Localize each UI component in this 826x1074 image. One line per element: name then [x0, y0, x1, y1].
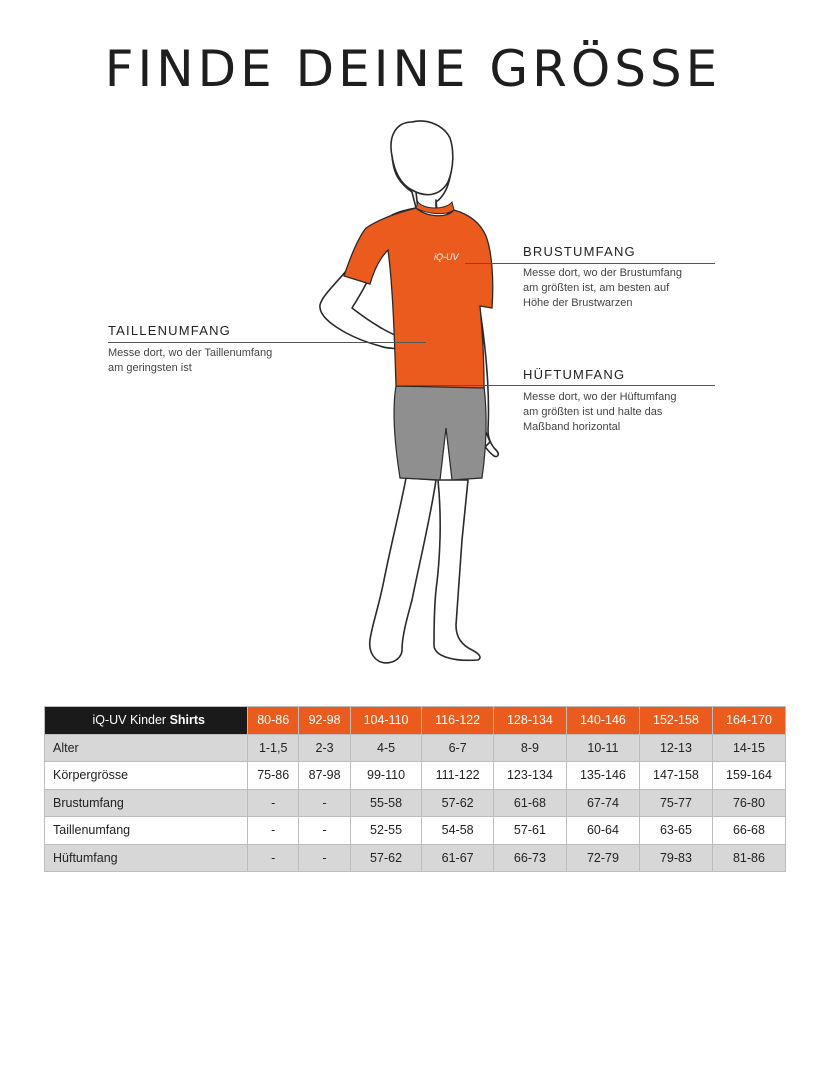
size-header: 116-122 — [422, 707, 494, 735]
row-label: Hüftumfang — [45, 844, 248, 872]
table-cell: 6-7 — [422, 734, 494, 762]
table-cell: 87-98 — [299, 762, 350, 790]
table-cell: 63-65 — [639, 817, 712, 845]
table-cell: 66-73 — [493, 844, 566, 872]
table-cell: 99-110 — [350, 762, 422, 790]
table-cell: 57-61 — [493, 817, 566, 845]
size-header: 164-170 — [712, 707, 785, 735]
table-row — [45, 844, 786, 872]
table-cell: - — [248, 844, 299, 872]
table-cell: 72-79 — [566, 844, 639, 872]
taillenumfang-leader-line — [108, 342, 426, 343]
row-label: Körpergrösse — [45, 762, 248, 790]
brustumfang-description: Messe dort, wo der Brustumfang am größten ist, am besten auf Höhe der Brustwarzen — [523, 267, 682, 309]
table-cell: - — [299, 817, 350, 845]
hueftumfang-leader-line — [403, 385, 715, 386]
table-cell: 159-164 — [712, 762, 785, 790]
table-cell: 1-1,5 — [248, 734, 299, 762]
table-row — [45, 789, 786, 817]
table-cell: 12-13 — [639, 734, 712, 762]
child-figure-illustration — [300, 110, 530, 680]
size-header: 140-146 — [566, 707, 639, 735]
table-cell: - — [299, 789, 350, 817]
table-cell: - — [248, 789, 299, 817]
table-header-label: iQ-UV Kinder Shirts — [45, 707, 248, 735]
taillenumfang-heading: TAILLENUMFANG — [108, 323, 231, 338]
table-cell: 79-83 — [639, 844, 712, 872]
table-cell: 123-134 — [493, 762, 566, 790]
size-header: 92-98 — [299, 707, 350, 735]
size-table — [44, 706, 786, 872]
size-header: 128-134 — [493, 707, 566, 735]
table-cell: 75-86 — [248, 762, 299, 790]
size-header: 80-86 — [248, 707, 299, 735]
table-cell: 57-62 — [422, 789, 494, 817]
table-header-row — [45, 707, 786, 735]
table-cell: - — [299, 844, 350, 872]
table-row — [45, 762, 786, 790]
table-row — [45, 817, 786, 845]
taillenumfang-description: Messe dort, wo der Taillenumfang am geringsten ist — [108, 347, 273, 374]
table-cell: 76-80 — [712, 789, 785, 817]
table-cell: 135-146 — [566, 762, 639, 790]
table-cell: 52-55 — [350, 817, 422, 845]
table-cell: 4-5 — [350, 734, 422, 762]
brustumfang-leader-line — [465, 263, 715, 264]
table-cell: 111-122 — [422, 762, 494, 790]
table-cell: 66-68 — [712, 817, 785, 845]
table-cell: 61-68 — [493, 789, 566, 817]
brustumfang-heading: BRUSTUMFANG — [523, 244, 636, 259]
table-cell: 14-15 — [712, 734, 785, 762]
row-label: Taillenumfang — [45, 817, 248, 845]
table-cell: 60-64 — [566, 817, 639, 845]
table-cell: 8-9 — [493, 734, 566, 762]
table-cell: 2-3 — [299, 734, 350, 762]
table-cell: 147-158 — [639, 762, 712, 790]
table-cell: 67-74 — [566, 789, 639, 817]
hueftumfang-description: Messe dort, wo der Hüftumfang am größten ist und halte das Maßband horizontal — [523, 391, 677, 433]
hueftumfang-heading: HÜFTUMFANG — [523, 367, 626, 382]
row-label: Alter — [45, 734, 248, 762]
table-cell: 75-77 — [639, 789, 712, 817]
row-label: Brustumfang — [45, 789, 248, 817]
table-cell: 61-67 — [422, 844, 494, 872]
table-cell: - — [248, 817, 299, 845]
page-title: FINDE DEINE GRÖSSE — [104, 40, 722, 98]
table-cell: 55-58 — [350, 789, 422, 817]
size-header: 152-158 — [639, 707, 712, 735]
table-cell: 54-58 — [422, 817, 494, 845]
table-cell: 81-86 — [712, 844, 785, 872]
table-cell: 10-11 — [566, 734, 639, 762]
brand-logo: iQ-UV — [434, 252, 459, 262]
size-header: 104-110 — [350, 707, 422, 735]
table-cell: 57-62 — [350, 844, 422, 872]
table-row — [45, 734, 786, 762]
